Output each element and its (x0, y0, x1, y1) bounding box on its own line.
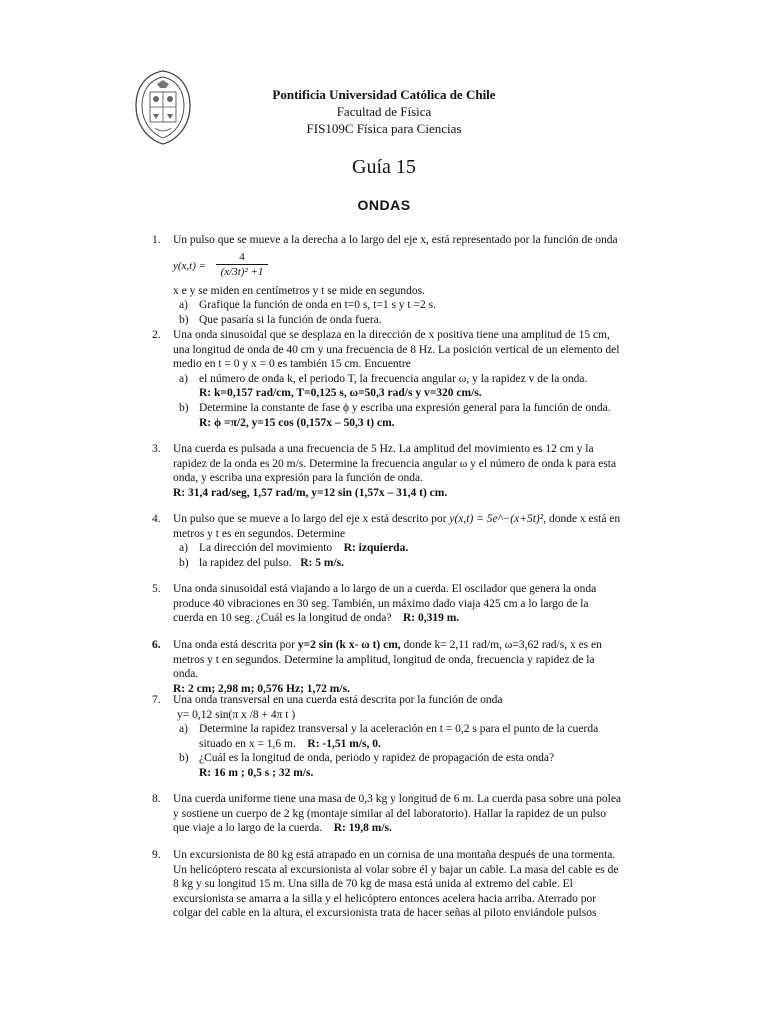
question-text-end: , donde x está en metros y t es en segundos. Determine (173, 513, 621, 540)
answer: R: 5 m/s. (300, 556, 344, 569)
subquestion-text: Que pasaría si la función de onda fuera. (199, 313, 382, 326)
question-text (173, 512, 622, 541)
question-number: 4. (152, 513, 161, 525)
question-1 (152, 233, 622, 327)
question-number: 7. (152, 694, 161, 706)
university-name: Pontificia Universidad Católica de Chile (272, 87, 496, 102)
question-7 (152, 693, 622, 781)
question-number: 1. (152, 234, 161, 246)
question-number: 6. (152, 639, 161, 651)
answer: R: 2 cm; 2,98 m; 0,576 Hz; 1,72 m/s. (173, 682, 350, 695)
document-header (0, 86, 768, 137)
question-text: Una onda transversal en una cuerda está descrita por la función de onda (173, 694, 503, 706)
answer: R: izquierda. (343, 542, 409, 555)
question-text-end: donde k= 2,11 rad/m, ω=3,62 rad/s, x es en metros y t en segundos. Determine la amplitud, longitud de onda, frecuencia y rapidez de la onda. (173, 639, 602, 681)
question-text-start: Una onda está descrita por (173, 639, 298, 651)
subquestion-b (173, 401, 622, 416)
answer: R: 19,8 m/s. (333, 822, 392, 835)
subquestion-text: el número de onda k, el periodo T, la frecuencia angular ω, y la rapidez v de la onda. (199, 372, 588, 385)
question-9 (152, 848, 622, 921)
question-number: 5. (152, 583, 161, 595)
answer: R: -1,51 m/s, 0. (307, 737, 381, 750)
subquestion-b (173, 751, 622, 766)
question-text: Un pulso que se mueve a la derecha a lo largo del eje x, está representado por la función de onda (173, 234, 618, 246)
question-number: 2. (152, 329, 161, 341)
question-text (173, 582, 622, 626)
question-6 (152, 638, 622, 696)
subquestion-a (173, 372, 622, 387)
subquestion-label: a) (179, 723, 188, 736)
subquestion-text: Determine la rapidez transversal y la aceleración en t = 0,2 s para el punto de la cuerda situado en x = 1,6 m. (199, 723, 599, 750)
subquestion-label: b) (179, 556, 189, 569)
question-text (173, 638, 622, 682)
question-number: 8. (152, 793, 161, 805)
question-2 (152, 328, 622, 430)
subquestion-text: La dirección del movimiento (199, 542, 333, 555)
question-text-start: Un pulso que se mueve a lo largo del eje x está descrito por (173, 513, 450, 525)
subquestion-label: a) (179, 542, 188, 555)
question-5 (152, 582, 622, 626)
subquestion-text: la rapidez del pulso. (199, 556, 292, 569)
subquestion-label: b) (179, 752, 189, 765)
question-text: x e y se miden en centímetros y t se mide en segundos. (173, 284, 425, 297)
question-text: Una onda sinusoidal que se desplaza en la dirección de x positiva tiene una amplitud de 15 cm, una longitud de onda de 40 cm y una frecuencia de 8 Hz. La posición vertical de un elemento del medio en t = 0 y x = 0 es también 15 cm. Encuentre (173, 329, 620, 371)
course-name: FIS109C Física para Ciencias (306, 121, 462, 136)
subquestion-a (173, 722, 622, 751)
page-title: Guía 15 (352, 156, 416, 178)
subquestion-a (173, 298, 622, 313)
answer: R: ϕ =π/2, y=15 cos (0,157x – 50,3 t) cm. (199, 416, 395, 429)
question-text-main: Una onda sinusoidal está viajando a lo largo de un a cuerda. El oscilador que genera la onda produce 40 vibraciones en 30 seg. También, un máximo dado viaja 425 cm a lo largo de la cuerda en 10 seg. ¿Cuál es la longitud de onda? (173, 583, 597, 625)
formula-numerator: 4 (239, 250, 245, 263)
subquestion-text: Grafique la función de onda en t=0 s, t=1 s y t =2 s. (199, 299, 436, 312)
subquestion-label: b) (179, 401, 189, 414)
question-number: 3. (152, 443, 161, 455)
answer: R: 31,4 rad/seg, 1,57 rad/m, y=12 sin (1,57x – 31,4 t) cm. (173, 486, 448, 499)
subquestion-text: ¿Cuál es la longitud de onda, periodo y rapidez de propagación de esta onda? (199, 752, 555, 765)
formula-denominator: (x/3t)² +1 (220, 266, 264, 279)
question-text-main: Una cuerda uniforme tiene una masa de 0,3 kg y longitud de 6 m. La cuerda pasa sobre una polea y sostiene un cuerpo de 2 kg (montaje similar al del laboratorio). Hallar la rapidez de un pulso que viaje a lo largo de la cuerda. (173, 793, 622, 835)
question-text: Una cuerda es pulsada a una frecuencia de 5 Hz. La amplitud del movimiento es 12 cm y la rapidez de la onda es 20 m/s. Determine la frecuencia angular ω y el número de onda k para esta onda, y escriba una expresión para la función de onda. (173, 443, 617, 485)
subquestion-b (173, 556, 622, 571)
wave-equation: y=2 sin (k x- ω t) cm, (297, 639, 401, 651)
subquestion-label: a) (179, 299, 188, 312)
pulse-formula: y(x,t) = 5e^−(x+5t)² (449, 513, 544, 525)
subquestion-b (173, 313, 622, 328)
formula-lhs: y(x,t) = (173, 259, 207, 272)
question-8 (152, 792, 622, 836)
wave-equation: y= 0,12 sin(π x /8 + 4π t ) (177, 708, 296, 721)
section-title: ONDAS (357, 197, 411, 213)
subquestion-label: b) (179, 313, 189, 326)
subquestion-label: a) (179, 372, 188, 385)
wave-function-formula (173, 248, 622, 284)
question-text (173, 792, 622, 836)
question-number: 9. (152, 849, 161, 861)
formula-fraction (216, 250, 268, 280)
faculty-name: Facultad de Física (336, 104, 432, 119)
question-text: Un excursionista de 80 kg está atrapado en un cornisa de una montaña después de una tormenta. Un helicóptero rescata al excursionista al volar sobre él y bajar un cable. La masa del cable es de 8 kg y su longitud 15 m. Una silla de 70 kg de masa está unida al extremo del cable. El excursionista se amarra a la silla y el helicóptero entonces acelera hacia arriba. Aterrado por colgar del cable en la altura, el excursionista trata de hacer señas al piloto enviándole pulsos (173, 849, 619, 920)
subquestion-text: Determine la constante de fase ϕ y escriba una expresión general para la función de onda. (199, 401, 611, 414)
question-4 (152, 512, 622, 570)
subquestion-a (173, 541, 622, 556)
answer: R: 0,319 m. (402, 612, 460, 625)
answer: R: 16 m ; 0,5 s ; 32 m/s. (199, 766, 314, 779)
answer: R: k=0,157 rad/cm, T=0,125 s, ω=50,3 rad/s y v=320 cm/s. (199, 387, 482, 400)
question-3 (152, 442, 622, 500)
